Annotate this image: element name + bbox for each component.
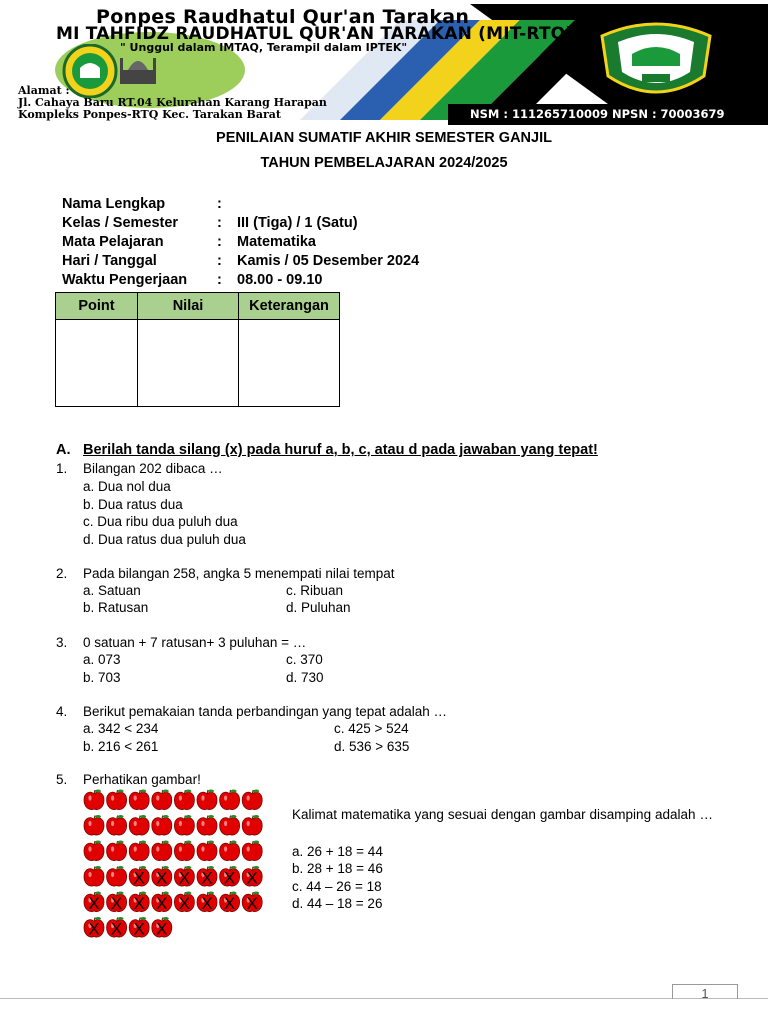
time-label: Waktu Pengerjaan	[62, 272, 188, 288]
apple-icon	[197, 815, 217, 835]
section-instruction: Berilah tanda silang (x) pada huruf a, b, c, atau d pada jawaban yang tepat!	[83, 442, 598, 458]
apple-icon	[174, 790, 194, 810]
question-5-text: Perhatikan gambar!	[83, 772, 201, 787]
cross-mark: X	[246, 894, 258, 913]
apple-icon	[129, 866, 149, 888]
class-value: III (Tiga) / 1 (Satu)	[237, 215, 358, 231]
cross-mark: X	[88, 894, 100, 913]
apple-icon	[129, 790, 149, 810]
apple-icon	[107, 917, 127, 939]
nilai-header: Nilai	[138, 293, 239, 320]
question-1-option-d[interactable]: d. Dua ratus dua puluh dua	[83, 532, 246, 547]
cross-mark: X	[133, 868, 145, 888]
question-4-number: 4.	[56, 704, 68, 719]
question-3-option-b[interactable]: b. 703	[83, 670, 121, 685]
mosque-icon	[118, 48, 158, 88]
subject-colon: :	[217, 234, 222, 250]
question-1-option-b[interactable]: b. Dua ratus dua	[83, 497, 183, 512]
time-value: 08.00 - 09.10	[237, 272, 323, 288]
apple-icon	[220, 815, 240, 835]
name-field[interactable]	[237, 196, 537, 214]
question-3-option-c[interactable]: c. 370	[286, 652, 323, 667]
name-colon: :	[217, 196, 222, 212]
exam-title: PENILAIAN SUMATIF AKHIR SEMESTER GANJIL	[216, 130, 552, 146]
apple-icon	[242, 841, 262, 861]
question-1-text: Bilangan 202 dibaca …	[83, 461, 223, 476]
question-3-text: 0 satuan + 7 ratusan+ 3 puluhan = …	[83, 635, 307, 650]
name-label: Nama Lengkap	[62, 196, 166, 212]
subject-label: Mata Pelajaran	[62, 234, 164, 250]
apple-icon	[220, 892, 240, 914]
cross-mark: X	[156, 919, 168, 939]
cross-mark: X	[156, 868, 168, 888]
question-5-option-a[interactable]: a. 26 + 18 = 44	[292, 844, 383, 859]
keterangan-header: Keterangan	[239, 293, 340, 320]
apple-icon	[220, 841, 240, 861]
apple-icon	[174, 866, 194, 888]
question-2-option-d[interactable]: d. Puluhan	[286, 600, 351, 615]
apple-icon	[197, 841, 217, 861]
section-letter: A.	[56, 442, 71, 458]
apple-picture	[82, 788, 268, 944]
cross-mark: X	[178, 868, 191, 888]
question-4-option-c[interactable]: c. 425 > 524	[334, 721, 409, 736]
apple-icon	[129, 841, 149, 861]
apple-icon	[197, 790, 217, 810]
question-4-option-d[interactable]: d. 536 > 635	[334, 739, 410, 754]
class-colon: :	[217, 215, 222, 231]
cross-mark: X	[133, 894, 145, 913]
apple-icon	[107, 815, 127, 835]
apple-icon	[129, 815, 149, 835]
apple-icon	[84, 841, 104, 861]
apple-icon	[84, 815, 104, 835]
cross-mark: X	[133, 919, 145, 939]
question-3-option-a[interactable]: a. 073	[83, 652, 121, 667]
question-5-option-b[interactable]: b. 28 + 18 = 46	[292, 861, 383, 876]
cross-mark: X	[110, 919, 123, 939]
apple-icon	[129, 917, 149, 939]
apple-icon	[129, 892, 149, 914]
cross-mark: X	[88, 919, 100, 939]
date-label: Hari / Tanggal	[62, 253, 157, 269]
subject-value: Matematika	[237, 234, 316, 250]
apple-icon	[152, 917, 172, 939]
question-4-text: Berikut pemakaian tanda perbandingan yang tepat adalah …	[83, 704, 448, 719]
apple-icon	[197, 892, 217, 914]
apple-icon	[152, 866, 172, 888]
apple-icon	[220, 790, 240, 810]
question-2-number: 2.	[56, 566, 68, 581]
question-2-text: Pada bilangan 258, angka 5 menempati nilai tempat	[83, 566, 395, 581]
school-name: MI TAHFIDZ RAUDHATUL QUR'AN TARAKAN (MIT-RTQ)	[56, 24, 574, 44]
apple-icon	[174, 892, 194, 914]
keterangan-cell[interactable]	[239, 320, 340, 407]
cross-mark: X	[223, 868, 236, 888]
apple-icon	[107, 790, 127, 810]
time-colon: :	[217, 272, 222, 288]
apple-icon	[107, 866, 127, 886]
cross-mark: X	[110, 894, 123, 913]
class-label: Kelas / Semester	[62, 215, 179, 231]
question-1-option-c[interactable]: c. Dua ribu dua puluh dua	[83, 514, 238, 529]
apple-icon	[84, 892, 104, 914]
apple-icon	[84, 917, 104, 939]
question-2-option-c[interactable]: c. Ribuan	[286, 583, 344, 598]
apple-icon	[84, 866, 104, 886]
question-5-number: 5.	[56, 772, 68, 787]
apple-icon	[197, 866, 217, 888]
point-cell[interactable]	[56, 320, 138, 407]
footer-divider	[0, 998, 768, 999]
date-colon: :	[217, 253, 222, 269]
apple-icon	[242, 866, 262, 888]
score-table	[55, 292, 340, 407]
madrasah-logo-icon	[598, 16, 714, 100]
question-5-prompt: Kalimat matematika yang sesuai dengan gambar disamping adalah …	[292, 807, 713, 822]
page-number: 1	[672, 984, 738, 999]
school-foundation-name: Ponpes Raudhatul Qur'an Tarakan	[96, 6, 470, 28]
question-1-option-a[interactable]: a. Dua nol dua	[83, 479, 171, 494]
apple-icon	[220, 866, 240, 888]
cross-mark: X	[246, 868, 258, 888]
apple-icon	[152, 790, 172, 810]
apple-icon	[174, 841, 194, 861]
header-banner	[0, 0, 768, 125]
question-4-option-a[interactable]: a. 342 < 234	[83, 721, 159, 736]
apple-icon	[107, 892, 127, 914]
question-4-option-b[interactable]: b. 216 < 261	[83, 739, 159, 754]
apple-icon	[152, 841, 172, 861]
cross-mark: X	[201, 894, 213, 913]
cross-mark: X	[223, 894, 236, 913]
apple-icon	[152, 892, 172, 914]
cross-mark: X	[178, 894, 191, 913]
apple-icon	[242, 815, 262, 835]
apple-icon	[242, 790, 262, 810]
question-3-option-d[interactable]: d. 730	[286, 670, 324, 685]
address-label: Alamat :	[18, 84, 70, 97]
school-id-numbers: NSM : 111265710009 NPSN : 70003679	[448, 104, 768, 125]
nilai-cell[interactable]	[138, 320, 239, 407]
school-motto: " Unggul dalam IMTAQ, Terampil dalam IPTEK"	[120, 41, 408, 54]
cross-mark: X	[156, 894, 168, 913]
cross-mark: X	[201, 868, 213, 888]
apple-icon	[242, 892, 262, 914]
academic-year: TAHUN PEMBELAJARAN 2024/2025	[260, 155, 508, 171]
apple-icon	[152, 815, 172, 835]
point-header: Point	[56, 293, 138, 320]
question-2-option-a[interactable]: a. Satuan	[83, 583, 141, 598]
date-value: Kamis / 05 Desember 2024	[237, 253, 420, 269]
question-5-option-c[interactable]: c. 44 – 26 = 18	[292, 879, 382, 894]
apple-icon	[174, 815, 194, 835]
apple-icon	[84, 790, 104, 810]
address-line-1: Jl. Cahaya Baru RT.04 Kelurahan Karang Harapan	[18, 96, 327, 109]
question-2-option-b[interactable]: b. Ratusan	[83, 600, 149, 615]
question-5-option-d[interactable]: d. 44 – 18 = 26	[292, 896, 383, 911]
question-3-number: 3.	[56, 635, 68, 650]
apple-icon	[107, 841, 127, 861]
question-1-number: 1.	[56, 461, 68, 476]
address-line-2: Kompleks Ponpes-RTQ Kec. Tarakan Barat	[18, 108, 281, 121]
